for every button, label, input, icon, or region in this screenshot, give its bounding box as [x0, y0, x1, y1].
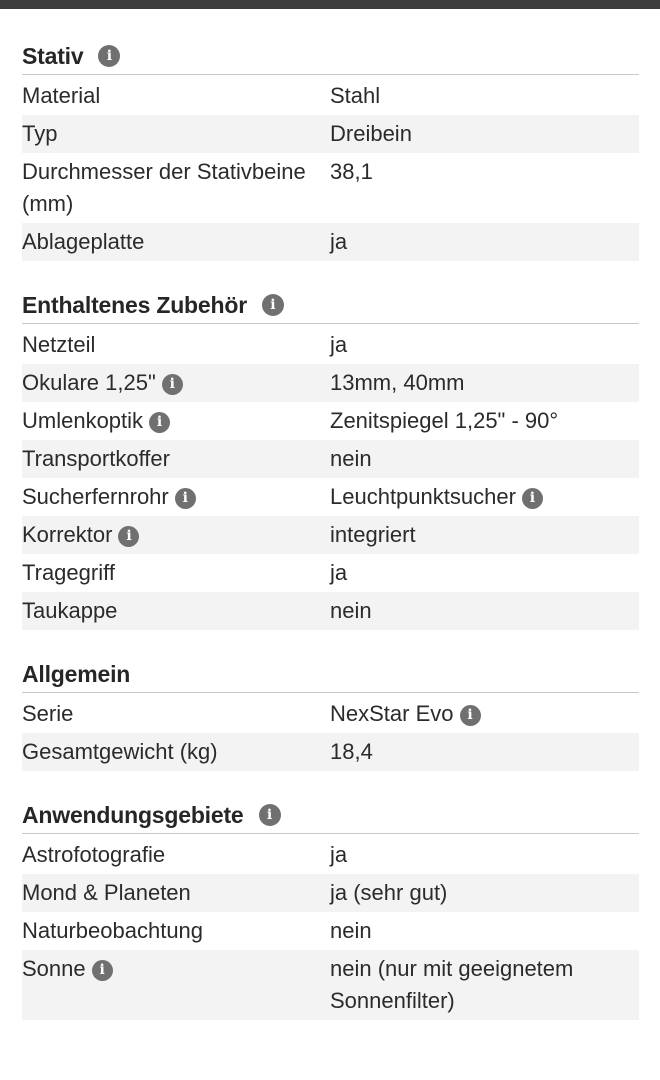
- spec-row: [22, 478, 639, 516]
- info-icon[interactable]: i: [98, 45, 120, 67]
- spec-label: Transportkoffer: [22, 440, 330, 478]
- spec-label-cell: [22, 478, 330, 516]
- spec-label: Astrofotografie: [22, 842, 166, 867]
- info-icon[interactable]: i: [118, 526, 139, 547]
- section-title: Allgemein: [22, 660, 131, 687]
- info-icon[interactable]: i: [162, 374, 183, 395]
- spec-label-cell: [22, 950, 330, 1020]
- spec-value: ja: [330, 560, 348, 585]
- spec-row: [22, 912, 639, 950]
- spec-row: [22, 115, 639, 153]
- info-icon[interactable]: i: [460, 705, 481, 726]
- section-title: Enthaltenes Zubehör: [22, 291, 247, 318]
- spec-label: Okulare 1,25": [22, 370, 156, 395]
- spec-label: Sucherfernrohr: [22, 484, 169, 509]
- spec-table: [22, 77, 639, 261]
- spec-label: Naturbeobachtung: [22, 918, 204, 943]
- section-allgemein: [22, 658, 639, 771]
- spec-row: [22, 402, 639, 440]
- spec-label: Tragegriff: [22, 560, 115, 585]
- spec-row: [22, 874, 639, 912]
- spec-label: Serie: [22, 701, 74, 726]
- info-icon[interactable]: i: [262, 294, 284, 316]
- spec-value: ja (sehr gut): [330, 874, 639, 912]
- spec-value: ja: [330, 842, 348, 867]
- spec-value: Stahl: [330, 83, 381, 108]
- spec-row: [22, 836, 639, 874]
- spec-row: [22, 153, 639, 223]
- spec-label: Mond & Planeten: [22, 874, 330, 912]
- spec-value: integriert: [330, 516, 639, 554]
- spec-content: [22, 40, 639, 1048]
- spec-value: ja: [330, 332, 348, 357]
- spec-label: Material: [22, 83, 101, 108]
- spec-value: 13mm, 40mm: [330, 364, 639, 402]
- spec-value-cell: [330, 478, 639, 516]
- spec-label: Sonne: [22, 956, 86, 981]
- spec-value: 18,4: [330, 733, 639, 771]
- spec-label: Netzteil: [22, 332, 96, 357]
- spec-table: [22, 836, 639, 1020]
- spec-row: [22, 326, 639, 364]
- spec-value: nein: [330, 440, 639, 478]
- spec-row: [22, 77, 639, 115]
- spec-row: [22, 695, 639, 733]
- spec-label: Taukappe: [22, 592, 330, 630]
- top-bar: [0, 0, 660, 9]
- spec-label: Ablageplatte: [22, 223, 330, 261]
- spec-table: [22, 326, 639, 630]
- spec-row: [22, 733, 639, 771]
- section-stativ: [22, 40, 639, 261]
- spec-value: nein (nur mit geeignetem Sonnenfilter): [330, 950, 639, 1020]
- spec-value: NexStar Evo: [330, 701, 454, 726]
- info-icon[interactable]: i: [522, 488, 543, 509]
- section-header: [22, 658, 639, 693]
- spec-value: Dreibein: [330, 115, 639, 153]
- spec-row: [22, 950, 639, 1020]
- spec-label-cell: [22, 516, 330, 554]
- spec-row: [22, 554, 639, 592]
- spec-row: [22, 592, 639, 630]
- spec-value: ja: [330, 223, 639, 261]
- spec-label: Typ: [22, 115, 330, 153]
- spec-label: Gesamtgewicht (kg): [22, 733, 330, 771]
- spec-label: Korrektor: [22, 522, 113, 547]
- spec-label-cell: [22, 402, 330, 440]
- section-title: Anwendungsgebiete: [22, 801, 244, 828]
- spec-label: Umlenkoptik: [22, 408, 144, 433]
- spec-row: [22, 516, 639, 554]
- section-title: Stativ: [22, 42, 84, 69]
- spec-value-cell: [330, 695, 639, 733]
- info-icon[interactable]: i: [259, 804, 281, 826]
- section-header: [22, 799, 639, 834]
- section-enthaltenes-zubehoer: [22, 289, 639, 630]
- spec-row: [22, 364, 639, 402]
- spec-value: Zenitspiegel 1,25" - 90°: [330, 408, 559, 433]
- info-icon[interactable]: i: [175, 488, 196, 509]
- spec-value: 38,1: [330, 159, 373, 184]
- section-anwendungsgebiete: [22, 799, 639, 1020]
- spec-table: [22, 695, 639, 771]
- spec-row: [22, 223, 639, 261]
- spec-value: nein: [330, 592, 639, 630]
- spec-label: Durchmesser der Stativbeine (mm): [22, 159, 306, 216]
- section-header: [22, 289, 639, 324]
- spec-row: [22, 440, 639, 478]
- info-icon[interactable]: i: [149, 412, 170, 433]
- spec-value: Leuchtpunktsucher: [330, 484, 516, 509]
- spec-value: nein: [330, 918, 372, 943]
- spec-label-cell: [22, 364, 330, 402]
- section-header: [22, 40, 639, 75]
- info-icon[interactable]: i: [92, 960, 113, 981]
